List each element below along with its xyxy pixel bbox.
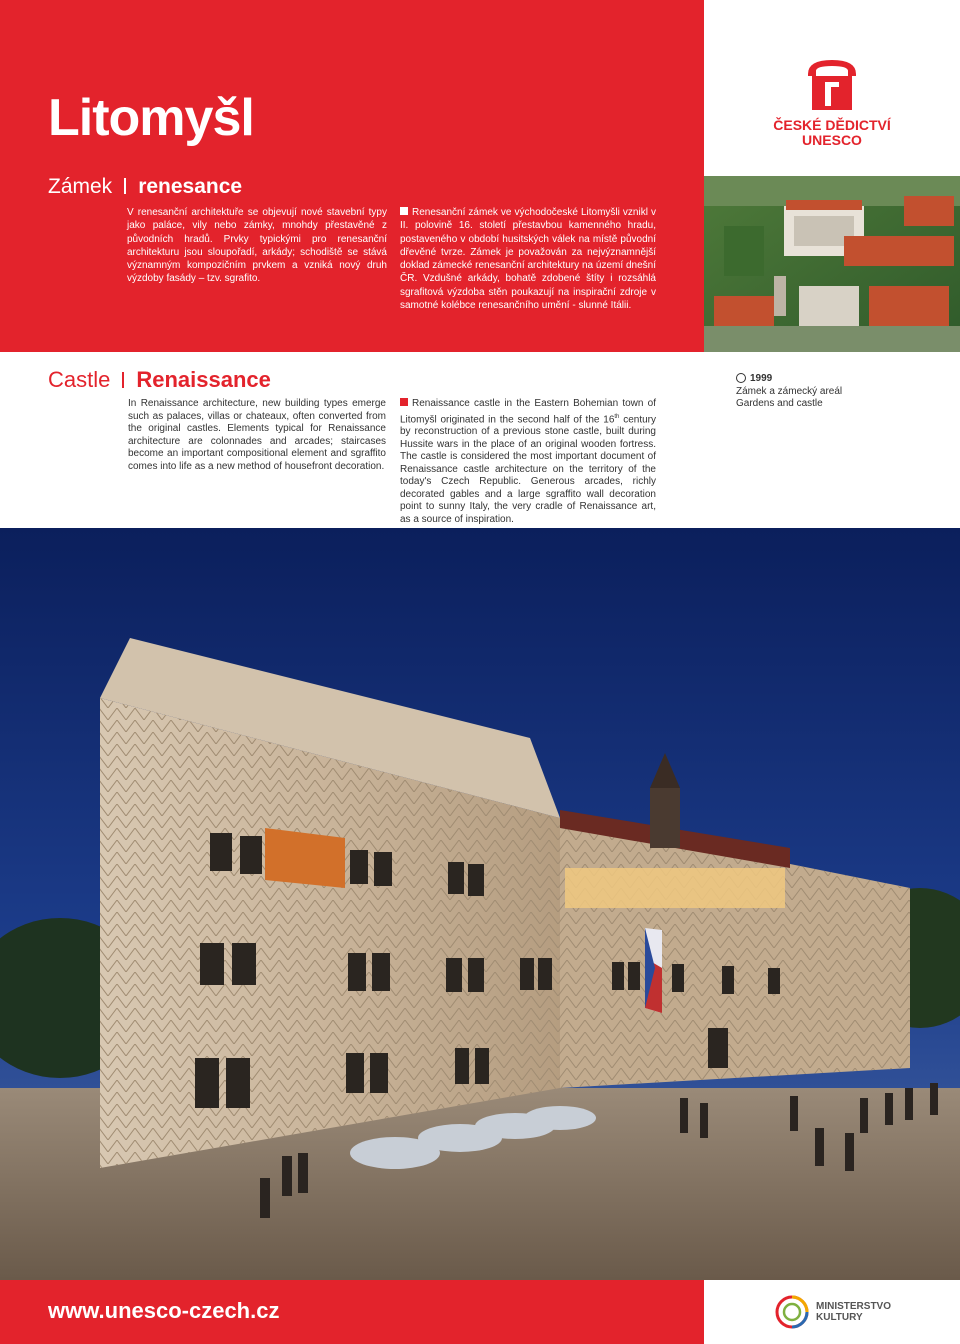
main-text-czech-block <box>400 206 656 312</box>
subtitle-separator <box>122 372 124 388</box>
castle-photo <box>0 528 960 1280</box>
ministry-logo-panel <box>704 1280 960 1344</box>
logo-line-2: UNESCO <box>802 132 862 148</box>
main-text-english-post: century by reconstruction of a previous stone castle, built during Hussite wars in the place of an original wooden fortress. The castle is considered the most important document of Renaissance castle architecture on the territory of the today's Czech Republic. Generous arcades, richly decorated gables and a large sgraffito wall decoration point to sunny Italy, the very cradle of Renaissance art, as a source of inspiration. <box>400 413 656 525</box>
subtitle-czech-left: Zámek <box>48 175 113 198</box>
page-title: Litomyšl <box>48 89 254 147</box>
subtitle-czech <box>48 174 242 199</box>
website-link[interactable]: www.unesco-czech.cz <box>48 1298 280 1323</box>
subtitle-english <box>48 367 271 393</box>
bullet-icon <box>400 207 408 215</box>
main-text-english-block <box>400 398 656 526</box>
subtitle-czech-right: renesance <box>138 175 243 198</box>
aerial-photo <box>704 176 960 352</box>
subtitle-english-left: Castle <box>48 367 111 392</box>
ministry-logo-icon <box>774 1294 810 1330</box>
main-text-english-pre: Renaissance castle in the Eastern Bohemian town of Litomyšl originated in the second half of the 16 <box>400 398 656 425</box>
main-text-czech: Renesanční zámek ve východočeské Litomyšli vznikl v II. polovině 16. století přestavbou kamenného hradu, postaveného v období husitských válek na místě původní dřevěné tvrze. Zámek je považován za nejvýznamnější doklad zámecké renesanční architektury na území dnešní ČR. Vzdušné arkády, bohatě zdobené štíty i rozsáhlá sgrafitová výzdoba stěn poukazují na inspirační zdroje v samotné kolébce renesančního umění - slunné Itálii. <box>400 207 656 312</box>
inscription-english: Gardens and castle <box>736 398 823 409</box>
inscription-czech: Zámek a zámecký areál <box>736 385 843 397</box>
subtitle-english-right: Renaissance <box>136 367 271 392</box>
inscription-year: 1999 <box>750 373 773 384</box>
logo-line-1: ČESKÉ DĚDICTVÍ <box>773 117 891 133</box>
unesco-logo-panel <box>704 0 960 176</box>
ministry-line-1: MINISTERSTVO <box>816 1301 892 1312</box>
logo-text <box>704 118 960 148</box>
intro-text-czech: V renesanční architektuře se objevují nové stavební typy jako paláce, vily nebo zámky, mnohdy přestavěné z původních hradů. Prvky typickými pro renesanční architekturu jsou sloupořadí, arkády; schodiště se stává významným kompozičním prvkem a vzniká nový druh výzdoby fasády – tzv. sgrafito. <box>127 207 387 285</box>
intro-text-english: In Renaissance architecture, new building types emerge such as palaces, villas or chateaux, often converted from the original castles. Elements typical for Renaissance architecture are colonnades and arcades; staircases become an important compositional element and sgraffito comes into life as a new method of housefront decoration. <box>128 398 386 472</box>
bullet-icon <box>400 398 408 406</box>
main-text-english-sup: th <box>614 413 620 420</box>
inscription-info <box>736 373 842 411</box>
unesco-heritage-icon <box>736 373 746 383</box>
ministry-text <box>816 1301 891 1323</box>
cultural-heritage-logo-icon <box>704 0 960 176</box>
ministry-line-2: KULTURY <box>816 1312 863 1323</box>
subtitle-separator <box>124 178 126 194</box>
